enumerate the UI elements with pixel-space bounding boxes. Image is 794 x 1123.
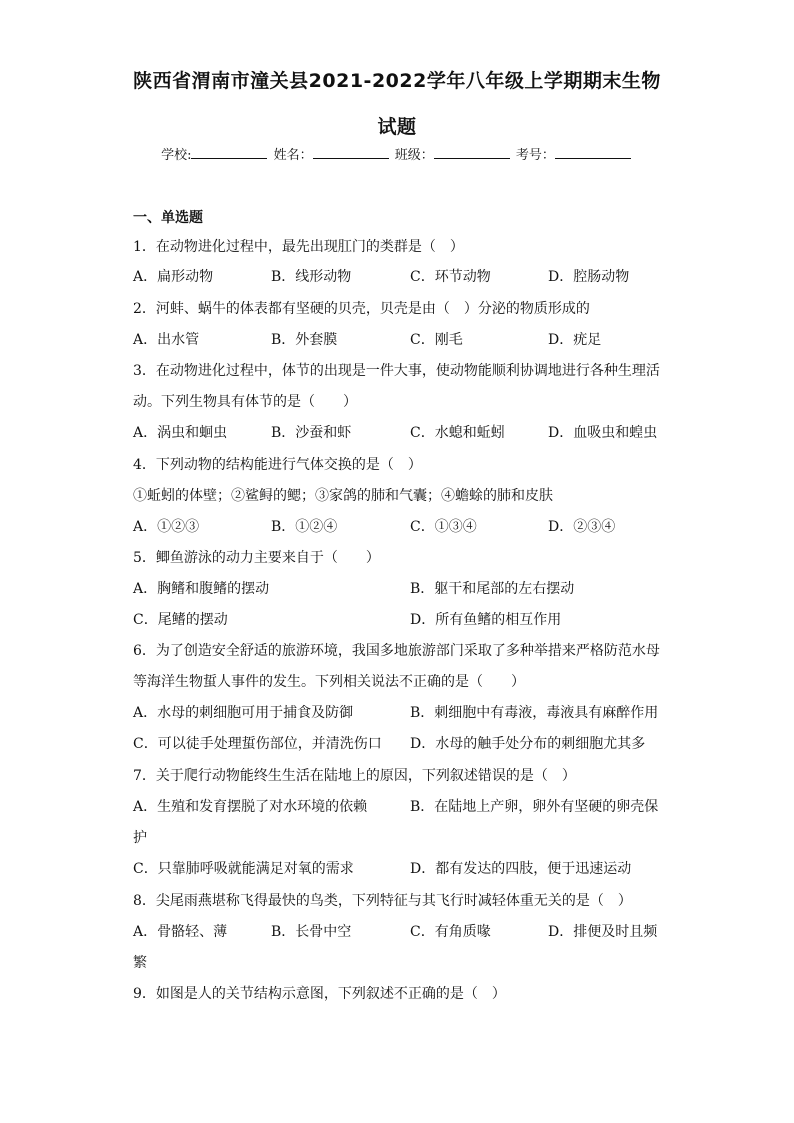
question-3-option-b: B．沙蚕和虾 <box>271 425 352 441</box>
question-2-option-d: D．疣足 <box>548 332 602 348</box>
question-6-option-d: D．水母的触手处分布的刺细胞尤其多 <box>410 736 646 752</box>
question-2-option-b: B．外套膜 <box>271 332 338 348</box>
question-8-option-d: D．排便及时且频 <box>548 924 658 940</box>
question-5-stem: 5．鲫鱼游泳的动力主要来自于（ ） <box>133 550 380 566</box>
question-6-stem-line2: 等海洋生物蜇人事件的发生。下列相关说法不正确的是（ ） <box>133 674 525 690</box>
question-8-stem: 8．尖尾雨燕堪称飞得最快的鸟类，下列特征与其飞行时减轻体重无关的是（ ） <box>133 893 632 909</box>
question-4-option-a: A．①②③ <box>133 519 200 535</box>
question-7-option-c: C．只靠肺呼吸就能满足对氧的需求 <box>133 861 354 877</box>
name-label: 姓名： <box>273 148 313 163</box>
question-4-option-b: B．①②④ <box>271 519 338 535</box>
question-3-stem-line1: 3．在动物进化过程中，体节的出现是一件大事，使动物能顺利协调地进行各种生理活 <box>133 363 660 379</box>
question-4-items: ①蚯蚓的体壁；②鲨鲟的鳃；③家鸽的肺和气囊；④蟾蜍的肺和皮肤 <box>133 488 553 504</box>
question-5-option-c: C．尾鳍的摆动 <box>133 612 228 628</box>
name-blank <box>313 146 389 159</box>
question-2-option-a: A．出水管 <box>133 332 200 348</box>
question-2-option-c: C．刚毛 <box>410 332 463 348</box>
question-7-option-b: B．在陆地上产卵，卵外有坚硬的卵壳保 <box>410 799 659 815</box>
question-7-option-d: D．都有发达的四肢，便于迅速运动 <box>410 861 632 877</box>
question-8-option-b: B．长骨中空 <box>271 924 352 940</box>
question-2-stem: 2．河蚌、蜗牛的体表都有坚硬的贝壳，贝壳是由（ ）分泌的物质形成的 <box>133 301 590 317</box>
question-1-option-b: B．线形动物 <box>271 269 352 285</box>
question-3-option-c: C．水螅和蚯蚓 <box>410 425 505 441</box>
question-7-stem: 7．关于爬行动物能终生生活在陆地上的原因，下列叙述错误的是（ ） <box>133 768 576 784</box>
class-label: 班级： <box>394 148 434 163</box>
question-5-option-d: D．所有鱼鳍的相互作用 <box>410 612 562 628</box>
class-blank <box>434 146 510 159</box>
question-1-option-d: D．腔肠动物 <box>548 269 630 285</box>
question-1-option-a: A．扁形动物 <box>133 269 214 285</box>
question-3-option-a: A．涡虫和蛔虫 <box>133 425 228 441</box>
question-6-stem-line1: 6．为了创造安全舒适的旅游环境，我国多地旅游部门采取了多种举措来严格防范水母 <box>133 643 660 659</box>
question-8-option-a: A．骨骼轻、薄 <box>133 924 228 940</box>
question-4-stem: 4．下列动物的结构能进行气体交换的是（ ） <box>133 457 422 473</box>
question-6-option-c: C．可以徒手处理蜇伤部位，并清洗伤口 <box>133 736 382 752</box>
question-3-stem-line2: 动。下列生物具有体节的是（ ） <box>133 394 357 410</box>
question-5-option-b: B．躯干和尾部的左右摆动 <box>410 581 575 597</box>
question-6-option-a: A．水母的刺细胞可用于捕食及防御 <box>133 705 354 721</box>
question-7-option-a: A．生殖和发育摆脱了对水环境的依赖 <box>133 799 368 815</box>
question-7-option-b-wrap: 护 <box>133 830 147 846</box>
number-label: 考号： <box>515 148 555 163</box>
question-5-option-a: A．胸鳍和腹鳍的摆动 <box>133 581 270 597</box>
number-blank <box>555 146 631 159</box>
exam-title-line2: 试题 <box>377 116 417 138</box>
school-label: 学校: <box>161 148 192 163</box>
exam-title-line1: 陕西省渭南市潼关县2021-2022学年八年级上学期期末生物 <box>133 70 661 92</box>
section-heading: 一、单选题 <box>133 210 203 226</box>
question-3-option-d: D．血吸虫和蝗虫 <box>548 425 658 441</box>
school-blank <box>191 146 267 159</box>
question-8-option-c: C．有角质喙 <box>410 924 491 940</box>
question-6-option-b: B．刺细胞中有毒液，毒液具有麻醉作用 <box>410 705 659 721</box>
question-4-option-c: C．①③④ <box>410 519 477 535</box>
question-1-option-c: C．环节动物 <box>410 269 491 285</box>
student-info-row <box>0 144 794 163</box>
question-4-option-d: D．②③④ <box>548 519 616 535</box>
question-9-stem: 9．如图是人的关节结构示意图，下列叙述不正确的是（ ） <box>133 986 506 1002</box>
question-8-option-d-wrap: 繁 <box>133 955 147 971</box>
question-1-stem: 1．在动物进化过程中，最先出现肛门的类群是（ ） <box>133 239 464 255</box>
